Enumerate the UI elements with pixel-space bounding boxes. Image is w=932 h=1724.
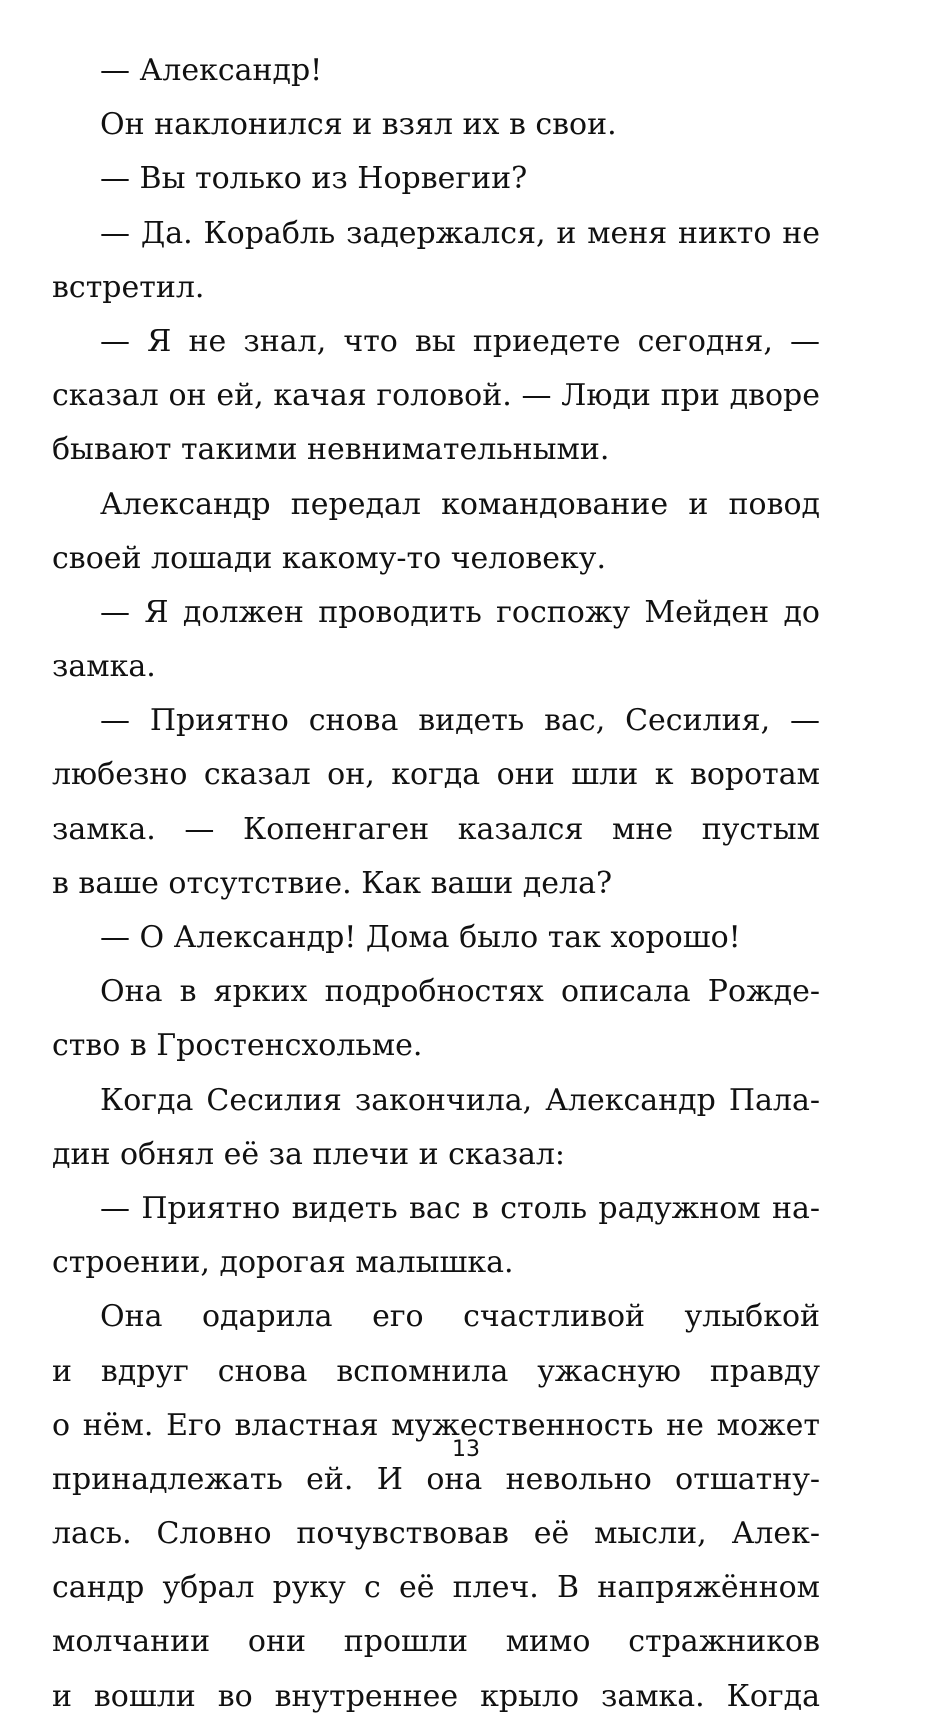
text-line: о нём. Его властная мужественность не может <box>52 1407 820 1443</box>
text-line: сказал он ей, качая головой. — Люди при дворе <box>52 378 820 414</box>
text-line: — Я должен проводить госпожу Мейден до <box>100 594 820 630</box>
text-line: — Да. Корабль задержался, и меня никто не <box>100 215 820 251</box>
text-line: в ваше отсутствие. Как ваши дела? <box>52 865 613 901</box>
text-line: Она одарила его счастливой улыбкой <box>100 1299 820 1335</box>
text-line: бывают такими невнимательными. <box>52 432 610 468</box>
text-line: принадлежать ей. И она невольно отшатну- <box>52 1461 820 1497</box>
text-line: замка. <box>52 649 156 685</box>
text-line: строении, дорогая малышка. <box>52 1245 514 1281</box>
text-line: — Приятно видеть вас в столь радужном на- <box>100 1190 820 1226</box>
page-text <box>52 44 820 1724</box>
text-line: Он наклонился и взял их в свои. <box>100 107 617 143</box>
text-line: — О Александр! Дома было так хорошо! <box>100 920 741 955</box>
text-line: встретил. <box>52 269 205 305</box>
text-line: — Вы только из Норвегии? <box>100 161 528 197</box>
text-line: — Я не знал, что вы приедете сегодня, — <box>100 323 820 359</box>
text-line: Когда Сесилия закончила, Александр Пала- <box>100 1082 820 1118</box>
text-line: лась. Словно почувствовав её мысли, Алек- <box>52 1516 820 1552</box>
text-line: дин обнял её за плечи и сказал: <box>52 1136 566 1172</box>
page-number: 13 <box>452 1437 480 1462</box>
text-line: своей лошади какому-то человеку. <box>52 540 606 576</box>
text-line: любезно сказал он, когда они шли к воротам <box>52 757 820 793</box>
text-line: Она в ярких подробностях описала Рожде- <box>100 974 820 1010</box>
text-line: Александр передал командование и повод <box>100 486 820 522</box>
text-line: молчании они прошли мимо стражников <box>52 1624 820 1660</box>
text-line: — Приятно снова видеть вас, Сесилия, — <box>100 703 820 739</box>
text-line: сандр убрал руку с её плеч. В напряжённом <box>52 1570 820 1606</box>
text-line: и вдруг снова вспомнила ужасную правду <box>52 1353 820 1389</box>
text-line: замка. — Копенгаген казался мне пустым <box>52 811 820 847</box>
text-line: и вошли во внутреннее крыло замка. Когда <box>52 1678 820 1714</box>
text-line: ство в Гростенсхольме. <box>52 1028 423 1064</box>
text-line: — Александр! <box>100 53 323 88</box>
